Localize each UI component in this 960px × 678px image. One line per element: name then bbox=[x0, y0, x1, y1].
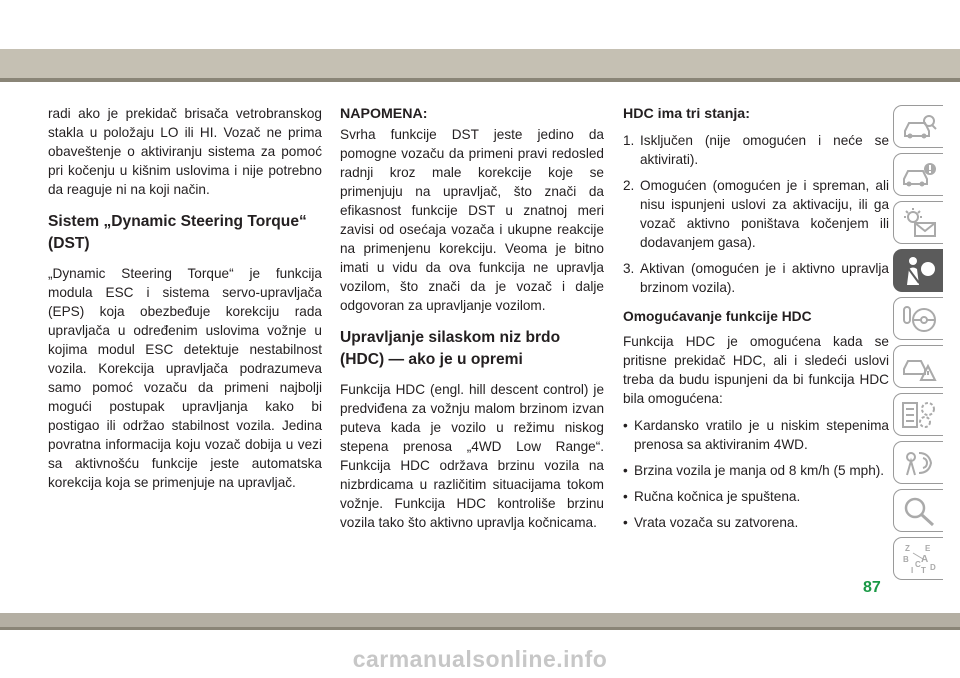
index-letter: C bbox=[914, 559, 921, 569]
tab-car-search[interactable] bbox=[893, 105, 943, 148]
column-left bbox=[48, 104, 322, 500]
seatbelt-airbag-icon bbox=[901, 255, 937, 287]
car-search-icon bbox=[901, 111, 937, 143]
tab-seatbelt-airbag[interactable] bbox=[893, 249, 943, 292]
index-letter: I bbox=[910, 565, 913, 575]
tab-maintenance[interactable] bbox=[893, 393, 943, 436]
note-title: NAPOMENA: bbox=[340, 106, 428, 122]
list-item: • Brzina vozila je manja od 8 km/h (5 mph). bbox=[623, 463, 885, 478]
column-middle bbox=[340, 104, 604, 540]
index-letter: B bbox=[902, 554, 909, 564]
footer-band bbox=[0, 613, 960, 627]
index-letter: T bbox=[920, 565, 926, 575]
search-index-icon bbox=[901, 495, 937, 527]
tab-warning-lights[interactable] bbox=[893, 201, 943, 244]
column-right bbox=[623, 104, 889, 539]
watermark: carmanualsonline.info bbox=[352, 646, 608, 672]
hdc-states-title: HDC ima tri stanja: bbox=[623, 106, 750, 122]
heading-dst: Sistem „Dynamic Steering Torque“ (DST) bbox=[48, 213, 307, 252]
chapter-tabs bbox=[893, 105, 945, 585]
list-item: • Kardansko vratilo je u niskim stepenima prenosa sa aktiviranim 4WD. bbox=[623, 418, 889, 452]
list-item: 3. Aktivan (omogućen je i aktivno upravlja brzinom vozila). bbox=[623, 261, 889, 295]
tab-steering-wheel[interactable] bbox=[893, 297, 943, 340]
enable-hdc-text: Funkcija HDC je omogućena kada se pritisne prekidač HDC, ali i sledeći uslovi treba da budu ispunjeni da bi funkcija HDC bila omogućena: bbox=[623, 334, 889, 406]
index-letter: D bbox=[929, 562, 936, 572]
car-info-icon bbox=[901, 159, 937, 191]
paragraph-hdc: Funkcija HDC (engl. hill descent control) je predviđena za vožnju malom brzinom izvan puteva kada je vozilo u režimu niskog stepena prenosa „4WD Low Range“. Funkcija HDC održava brzinu vozila na nizbrdicama u različitim situacijama tokom vožnje. Funkcija HDC kontroliše brzinu vozila tako što aktivno upravlja kočnicama. bbox=[340, 382, 604, 530]
paragraph-dst: „Dynamic Steering Torque“ je funkcija modula ESC i sistema servo-upravljača (EPS) koja obezbeđuje korekciju rada upravljača u određenim uslovima vožnje u kojima modul ESC detektuje nestabilnost vozila. Korekcija upravljača podrazumeva samo pomoć vozaču da primeni najbolji mogući postupak upravljanja kako bi postigao ili održao stabilnost vozila. Jedina povratna informacija koju vozač dobija u vezi sa aktivnošću funkcije jeste automatska korekcija koja se primenjuje na upravljač. bbox=[48, 266, 322, 490]
paragraph-rain-brake: radi ako je prekidač brisača vetrobranskog stakla u položaju LO ili HI. Vozač ne prima obaveštenje o aktiviranju sistema za pomoć pri kočenju u kišnim uslovima i nije potrebno da reaguje ni na koji način. bbox=[48, 106, 322, 197]
tab-roadside-warning[interactable] bbox=[893, 345, 943, 388]
note-text: Svrha funkcije DST jeste jedino da pomogne vozaču da primeni pravi redosled radnji kroz male korekcije koje se primenjuju na upravljač, što znači da efikasnost funkcije DST u znatnoj meri zavisi od osećaja vozača i ukupne reakcije na primenjenu korekciju. Veoma je bitno imati u vidu da ova funkcija ne upravlja vozilom, što znači da je vozač i dalje odgovoran za upravljanje vozilom. bbox=[340, 127, 604, 313]
page-number: 87 bbox=[863, 579, 881, 596]
tab-alphabet-index[interactable] bbox=[893, 537, 943, 580]
list-item: • Ručna kočnica je spuštena. bbox=[623, 489, 801, 504]
list-item: 1. Isključen (nije omogućen i neće se aktivirati). bbox=[623, 133, 889, 167]
steering-wheel-icon bbox=[901, 303, 937, 335]
warning-lights-icon bbox=[901, 207, 937, 239]
enable-hdc-title: Omogućavanje funkcije HDC bbox=[623, 309, 812, 324]
tab-car-info[interactable] bbox=[893, 153, 943, 196]
heading-hdc: Upravljanje silaskom niz brdo (HDC) — ako je u opremi bbox=[340, 329, 561, 368]
tab-search[interactable] bbox=[893, 489, 943, 532]
index-letter: Z bbox=[904, 543, 910, 553]
maintenance-gears-icon bbox=[901, 399, 937, 431]
alphabet-index-icon bbox=[901, 543, 937, 575]
list-item: • Vrata vozača su zatvorena. bbox=[623, 515, 799, 530]
specifications-icon bbox=[901, 447, 937, 479]
footer-rule bbox=[0, 627, 960, 630]
tab-specifications[interactable] bbox=[893, 441, 943, 484]
header-rule bbox=[0, 78, 960, 82]
roadside-warning-icon bbox=[901, 351, 937, 383]
header-band bbox=[0, 49, 960, 78]
index-letter: E bbox=[924, 543, 930, 553]
list-item: 2. Omogućen (omogućen je i spreman, ali nisu ispunjeni uslovi za aktivaciju, ili ga vozač aktivno poništava kočenjem ili dodavanjem gasa). bbox=[623, 178, 889, 250]
index-letter: A bbox=[920, 553, 928, 565]
